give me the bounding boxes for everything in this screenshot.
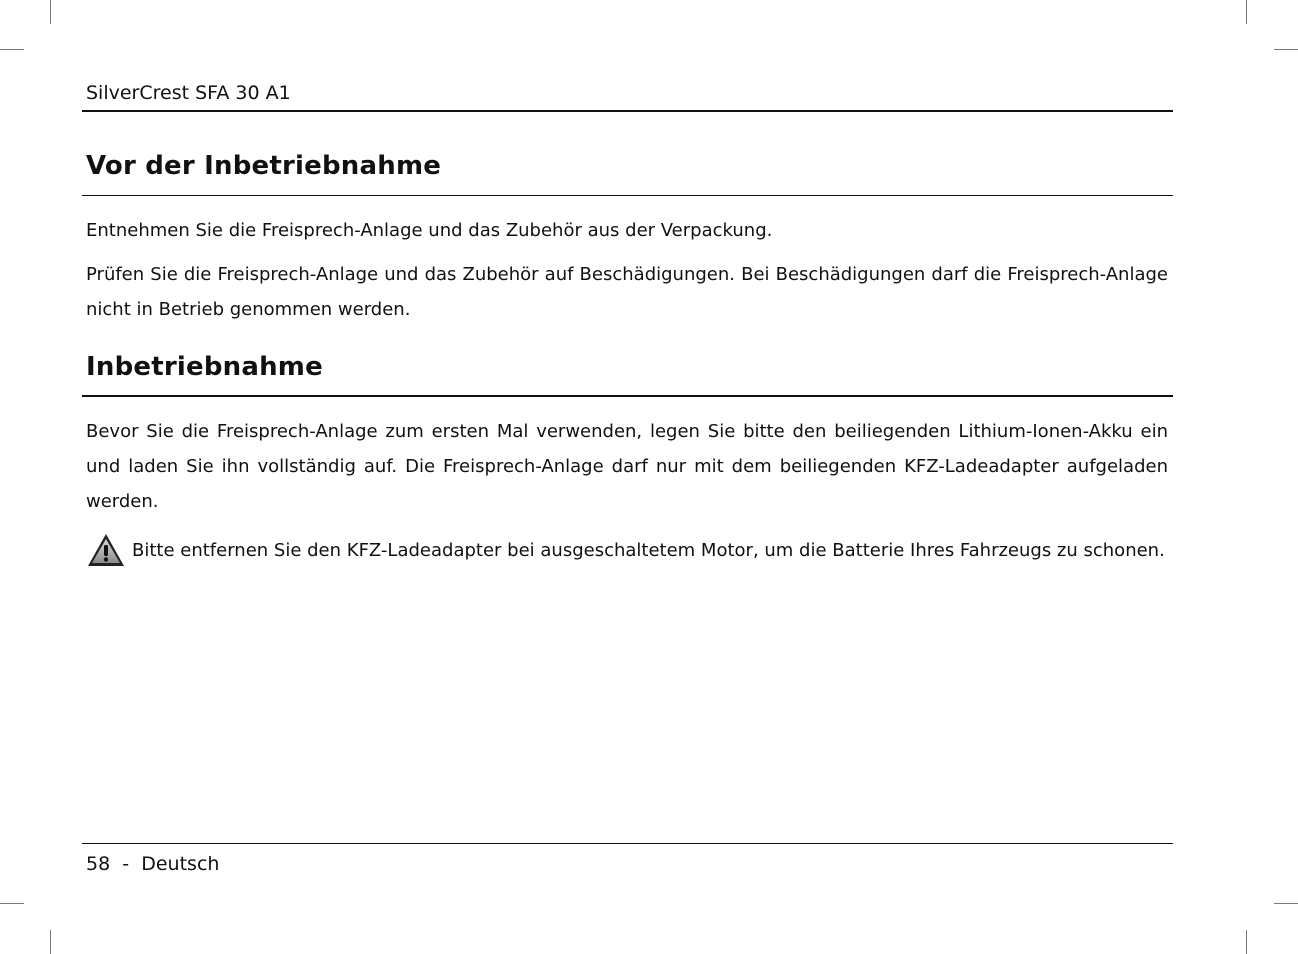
page-number: 58 xyxy=(86,853,111,875)
paragraph: Prüfen Sie die Freisprech-Anlage und das Zubehör auf Beschädigungen. Bei Beschädigungen darf die Freisprech-Anlage nicht in Betrieb genommen werden. xyxy=(86,264,1168,320)
crop-mark-bottom-left xyxy=(0,903,24,904)
crop-mark-bottom-right xyxy=(1274,903,1298,904)
paragraph: Bevor Sie die Freisprech-Anlage zum ersten Mal verwenden, legen Sie bitte den beiliegenden Lithium-Ionen-Akku ein und laden Sie ihn vollständig auf. Die Freisprech-Anlage darf nur mit dem beiliegenden KFZ-Ladeadapter aufgeladen werden. xyxy=(86,421,1168,512)
page-footer xyxy=(86,852,219,876)
section-divider xyxy=(82,195,1173,196)
crop-mark-top-right xyxy=(1274,49,1298,50)
warning-triangle-icon xyxy=(86,532,126,568)
footer-language: Deutsch xyxy=(141,853,220,875)
section-divider xyxy=(82,395,1173,397)
crop-mark-bottom-left xyxy=(50,930,51,954)
paragraph: Entnehmen Sie die Freisprech-Anlage und das Zubehör aus der Verpackung. xyxy=(86,220,773,241)
crop-mark-top-right xyxy=(1246,0,1247,24)
warning-text: Bitte entfernen Sie den KFZ-Ladeadapter bei ausgeschaltetem Motor, um die Batterie Ihres Fahrzeugs zu schonen. xyxy=(132,539,1165,561)
crop-mark-top-left xyxy=(50,0,51,24)
footer-divider xyxy=(82,843,1173,844)
footer-separator: - xyxy=(122,853,130,875)
crop-mark-bottom-right xyxy=(1246,930,1247,954)
running-header: SilverCrest SFA 30 A1 xyxy=(86,82,291,104)
section-heading: Inbetriebnahme xyxy=(86,352,323,382)
section-heading: Vor der Inbetriebnahme xyxy=(86,151,442,181)
header-divider xyxy=(82,110,1173,112)
warning-note xyxy=(86,532,1176,568)
crop-mark-top-left xyxy=(0,49,24,50)
